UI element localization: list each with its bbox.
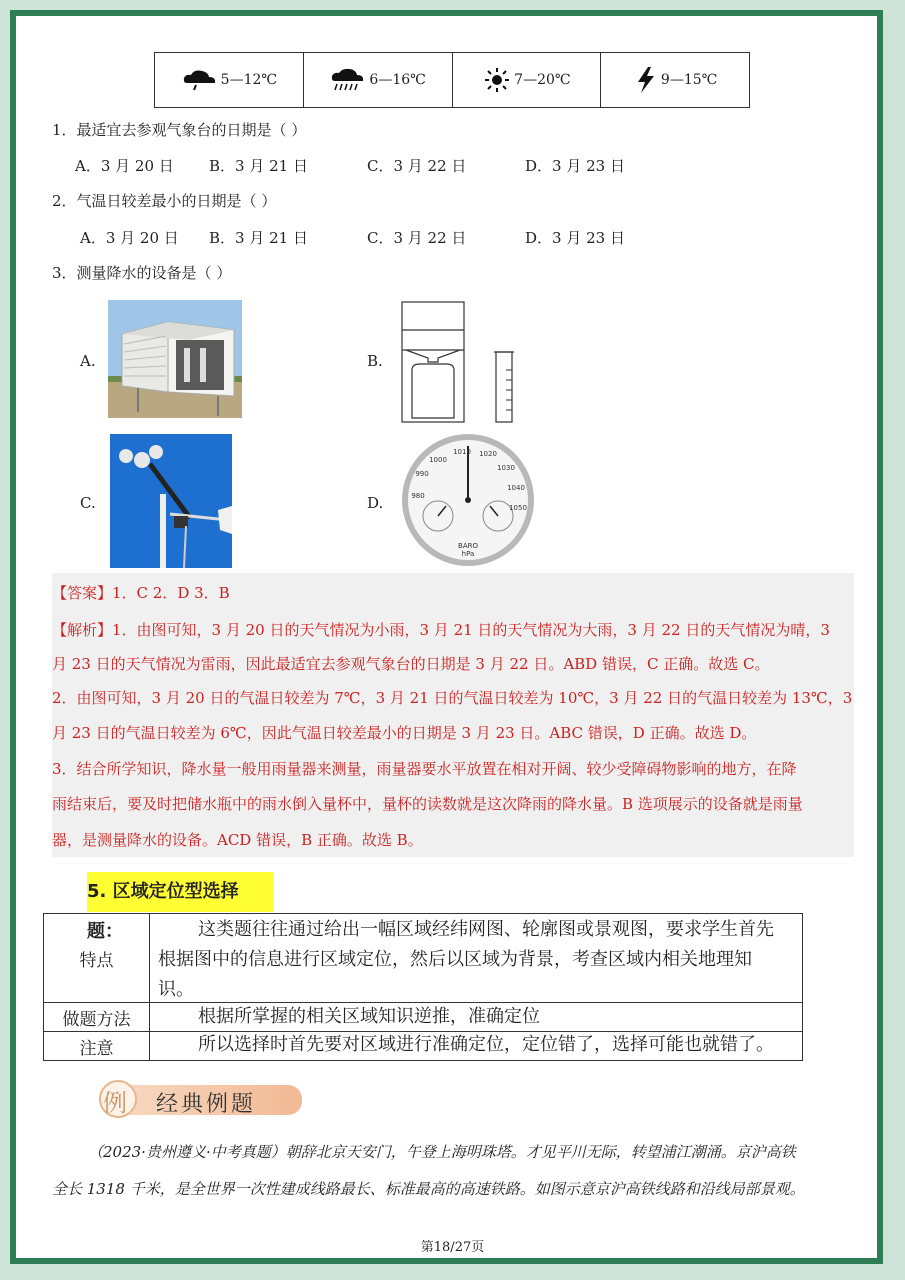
sunny-icon: [482, 67, 512, 93]
barometer-image: [398, 432, 538, 568]
barometer-tick: 1040: [507, 484, 525, 492]
heavy-rain-icon: [329, 68, 367, 92]
row-key: 注意: [44, 1032, 150, 1060]
question-2: 2．气温日较差最小的日期是（ ）: [52, 192, 277, 210]
example-text: 全长 1318 千米，是全世界一次性建成线路最长、标准最高的高速铁路。如图示意京沪高铁线路和沿线局部景观。: [52, 1180, 805, 1198]
example-title: 经典例题: [156, 1092, 257, 1117]
option-d: D．3 月 23 日: [525, 157, 625, 175]
stevenson-screen-image: [108, 300, 242, 418]
barometer-tick: 1010: [453, 448, 471, 456]
analysis-line: 月 23 日的天气情况为雷雨，因此最适宜去参观气象台的日期是 3 月 22 日。ABD 错误，C 正确。故选 C。: [52, 655, 770, 673]
rain-gauge-image: [398, 300, 523, 425]
method-table: [43, 913, 803, 1061]
option-c-label: C.: [80, 494, 96, 512]
option-b-label: B.: [367, 352, 383, 370]
table-row: [44, 1003, 802, 1032]
analysis-line: [52, 619, 830, 640]
section-heading: 5. 区域定位型选择题：: [87, 872, 273, 912]
answer-line: [52, 582, 230, 603]
analysis-text: 1．由图可知，3 月 20 日的天气情况为小雨，3 月 21 日的天气情况为大雨，3 月 22 日的天气情况为晴，3: [112, 621, 830, 639]
analysis-line: 雨结束后，要及时把储水瓶中的雨水倒入量杯中，量杯的读数就是这次降雨的降水量。B 选项展示的设备就是雨量: [52, 795, 803, 813]
option-d-label: D.: [367, 494, 384, 512]
option-b: B．3 月 21 日: [209, 229, 308, 247]
barometer-brand: BARO: [458, 542, 478, 550]
barometer-tick: 1020: [479, 450, 497, 458]
barometer-unit: hPa: [461, 550, 475, 558]
weather-cell: [304, 53, 453, 107]
option-a-label: A.: [80, 352, 96, 370]
thunder-icon: [633, 66, 659, 94]
option-c: C．3 月 22 日: [367, 157, 467, 175]
analysis-line: 3．结合所学知识，降水量一般用雨量器来测量，雨量器要水平放置在相对开阔、较少受障碍物影响的地方，在降: [52, 760, 797, 778]
row-line: 识。: [158, 979, 194, 1000]
answer-tag: 【答案】: [52, 584, 113, 602]
row-key: 做题方法: [44, 1003, 150, 1031]
table-row: [44, 914, 802, 1003]
barometer-tick: 980: [411, 492, 425, 500]
row-line: 根据图中的信息进行区域定位，然后以区域为背景，考查区域内相关地理知: [158, 949, 752, 970]
barometer-tick: 1000: [429, 456, 447, 464]
row-line: 这类题往往通过给出一幅区域经纬网图、轮廓图或景观图，要求学生首先: [198, 919, 774, 940]
page-number: 第18/27页: [420, 1240, 485, 1255]
anemometer-image: [110, 434, 232, 568]
question-3: 3．测量降水的设备是（ ）: [52, 264, 232, 282]
option-a: A．3 月 20 日: [75, 157, 174, 175]
example-badge-char: 例: [103, 1089, 127, 1117]
row-key: 特点: [44, 914, 150, 1002]
weather-table: [154, 52, 750, 108]
barometer-tick: 1030: [497, 464, 515, 472]
option-d: D．3 月 23 日: [525, 229, 625, 247]
weather-temp: 7—20℃: [514, 72, 571, 88]
table-row: [44, 1032, 802, 1060]
option-c: C．3 月 22 日: [367, 229, 467, 247]
question-1: 1．最适宜去参观气象台的日期是（ ）: [52, 121, 307, 139]
row-value: 所以选择时首先要对区域进行准确定位，定位错了，选择可能也就错了。: [198, 1034, 774, 1055]
barometer-tick: 990: [415, 470, 429, 478]
option-b: B．3 月 21 日: [209, 157, 308, 175]
example-text: （2023·贵州遵义·中考真题）朝辞北京天安门，午登上海明珠塔。才见平川无际，转望浦江潮涌。京沪高铁: [88, 1143, 796, 1161]
weather-temp: 6—16℃: [369, 72, 426, 88]
light-rain-icon: [181, 69, 219, 91]
answer-text: 1．C 2．D 3．B: [112, 584, 230, 602]
row-value: 根据所掌握的相关区域知识逆推，准确定位: [198, 1006, 540, 1027]
weather-temp: 9—15℃: [660, 72, 718, 88]
weather-cell: [155, 53, 304, 107]
barometer-tick: 1050: [509, 504, 527, 512]
row-value: [158, 915, 796, 1005]
answer-block: [52, 573, 854, 857]
analysis-tag: 【解析】: [52, 621, 113, 639]
weather-temp: 5—12℃: [220, 72, 278, 88]
option-a: A．3 月 20 日: [80, 229, 179, 247]
weather-cell: [453, 53, 602, 107]
analysis-line: 器，是测量降水的设备。ACD 错误，B 正确。故选 B。: [52, 831, 423, 849]
example-badge: [98, 1079, 304, 1119]
weather-cell: [601, 53, 749, 107]
analysis-line: 2．由图可知，3 月 20 日的气温日较差为 7℃，3 月 21 日的气温日较差为 10℃，3 月 22 日的气温日较差为 13℃，3: [52, 689, 853, 707]
analysis-line: 月 23 日的气温日较差为 6℃，因此气温日较差最小的日期是 3 月 23 日。ABC 错误，D 正确。故选 D。: [52, 724, 757, 742]
